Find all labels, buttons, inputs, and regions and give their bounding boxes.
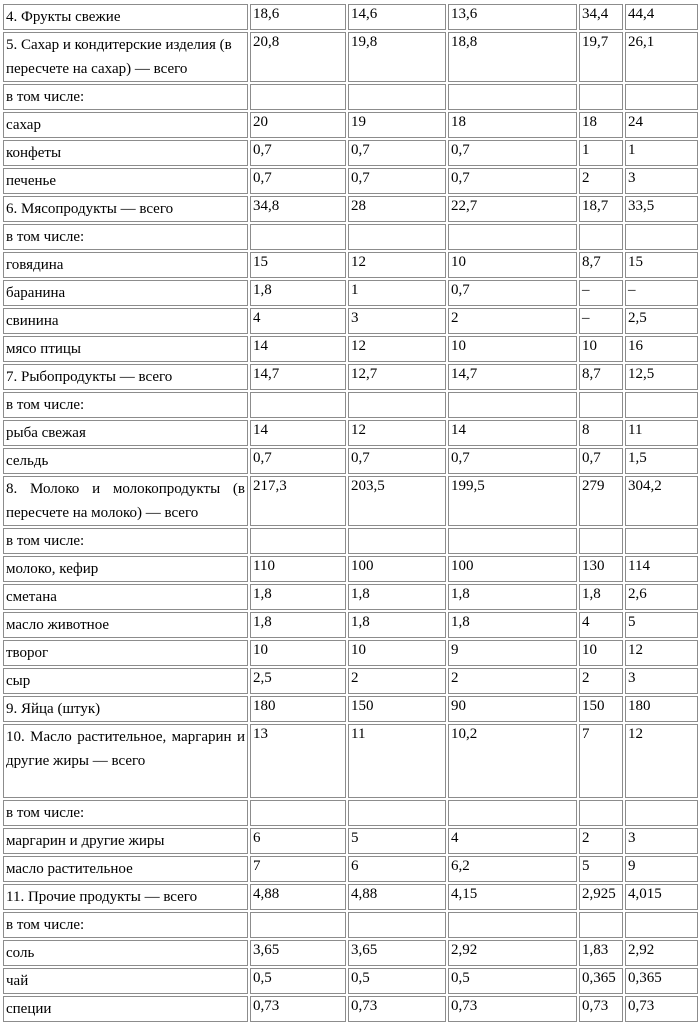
value-cell: 22,7 <box>448 196 577 222</box>
value-cell: 10 <box>250 640 346 666</box>
value-cell: 0,7 <box>448 140 577 166</box>
table-row <box>3 528 698 554</box>
value-cell <box>448 224 577 250</box>
value-cell: 34,8 <box>250 196 346 222</box>
table-row <box>3 476 698 526</box>
value-cell: 150 <box>579 696 623 722</box>
value-cell: 0,7 <box>348 448 446 474</box>
row-label: специи <box>3 996 248 1022</box>
value-cell <box>250 800 346 826</box>
value-cell: 6 <box>348 856 446 882</box>
value-cell: 0,7 <box>448 448 577 474</box>
row-label: 4. Фрукты свежие <box>3 4 248 30</box>
value-cell: 0,5 <box>448 968 577 994</box>
value-cell: 0,73 <box>579 996 623 1022</box>
row-label: баранина <box>3 280 248 306</box>
table-row <box>3 696 698 722</box>
value-cell: 11 <box>625 420 698 446</box>
row-label: сыр <box>3 668 248 694</box>
table-row <box>3 884 698 910</box>
value-cell: 0,365 <box>579 968 623 994</box>
value-cell <box>348 224 446 250</box>
value-cell: 4,88 <box>348 884 446 910</box>
row-label: конфеты <box>3 140 248 166</box>
value-cell: 1 <box>579 140 623 166</box>
row-label: печенье <box>3 168 248 194</box>
value-cell: 12,5 <box>625 364 698 390</box>
row-label: 11. Прочие продукты — всего <box>3 884 248 910</box>
value-cell: – <box>579 308 623 334</box>
value-cell: 217,3 <box>250 476 346 526</box>
value-cell: 2,925 <box>579 884 623 910</box>
value-cell <box>250 224 346 250</box>
value-cell <box>579 528 623 554</box>
value-cell: 5 <box>348 828 446 854</box>
table-row <box>3 556 698 582</box>
value-cell: 19,8 <box>348 32 446 82</box>
table-row <box>3 668 698 694</box>
value-cell: 1 <box>625 140 698 166</box>
value-cell: 3 <box>625 668 698 694</box>
row-label: 5. Сахар и кондитерские изделия (в пересчете на сахар) — всего <box>3 32 248 82</box>
value-cell: 5 <box>579 856 623 882</box>
value-cell: 10 <box>448 336 577 362</box>
value-cell: 0,7 <box>348 140 446 166</box>
value-cell: 13 <box>250 724 346 798</box>
row-label: 10. Масло растительное, маргарин и другие жиры — всего <box>3 724 248 798</box>
table-row <box>3 392 698 418</box>
value-cell: 3 <box>625 828 698 854</box>
value-cell: 1,8 <box>348 584 446 610</box>
row-label: сахар <box>3 112 248 138</box>
value-cell: 1 <box>348 280 446 306</box>
value-cell: 4,015 <box>625 884 698 910</box>
value-cell <box>448 800 577 826</box>
value-cell: 0,73 <box>625 996 698 1022</box>
value-cell: 2,5 <box>250 668 346 694</box>
value-cell: 0,365 <box>625 968 698 994</box>
value-cell: 10 <box>348 640 446 666</box>
value-cell: 0,73 <box>250 996 346 1022</box>
table-row <box>3 856 698 882</box>
value-cell: 279 <box>579 476 623 526</box>
value-cell: 0,7 <box>448 280 577 306</box>
value-cell: 9 <box>625 856 698 882</box>
value-cell: 18 <box>579 112 623 138</box>
value-cell: 44,4 <box>625 4 698 30</box>
value-cell: 1,5 <box>625 448 698 474</box>
value-cell: 10 <box>579 640 623 666</box>
value-cell: 9 <box>448 640 577 666</box>
value-cell: 0,73 <box>348 996 446 1022</box>
value-cell <box>625 392 698 418</box>
value-cell: 0,7 <box>348 168 446 194</box>
row-label: чай <box>3 968 248 994</box>
value-cell: 0,5 <box>250 968 346 994</box>
value-cell: 8,7 <box>579 364 623 390</box>
row-label: молоко, кефир <box>3 556 248 582</box>
value-cell: 28 <box>348 196 446 222</box>
value-cell: 12 <box>625 640 698 666</box>
value-cell: 1,8 <box>348 612 446 638</box>
value-cell: 4 <box>448 828 577 854</box>
value-cell: 8 <box>579 420 623 446</box>
value-cell: 130 <box>579 556 623 582</box>
value-cell <box>579 224 623 250</box>
food-norms-table <box>1 2 700 1024</box>
table-row <box>3 196 698 222</box>
value-cell <box>250 392 346 418</box>
value-cell <box>250 912 346 938</box>
value-cell: 12,7 <box>348 364 446 390</box>
value-cell: 2,92 <box>448 940 577 966</box>
value-cell <box>348 800 446 826</box>
value-cell: 14 <box>250 420 346 446</box>
value-cell: 7 <box>579 724 623 798</box>
value-cell: 0,7 <box>250 168 346 194</box>
table-row <box>3 308 698 334</box>
row-label: масло растительное <box>3 856 248 882</box>
value-cell: 1,8 <box>579 584 623 610</box>
value-cell: 3,65 <box>250 940 346 966</box>
value-cell: 18,8 <box>448 32 577 82</box>
row-label: масло животное <box>3 612 248 638</box>
value-cell <box>348 392 446 418</box>
value-cell: 10 <box>579 336 623 362</box>
value-cell: 4 <box>250 308 346 334</box>
value-cell: 19 <box>348 112 446 138</box>
value-cell: 1,8 <box>250 612 346 638</box>
row-label: в том числе: <box>3 800 248 826</box>
value-cell <box>348 84 446 110</box>
value-cell: 0,73 <box>448 996 577 1022</box>
value-cell: 14,6 <box>348 4 446 30</box>
value-cell: 0,7 <box>250 448 346 474</box>
value-cell: 2,6 <box>625 584 698 610</box>
value-cell: 12 <box>625 724 698 798</box>
value-cell: 12 <box>348 336 446 362</box>
value-cell: 20,8 <box>250 32 346 82</box>
value-cell: 14 <box>448 420 577 446</box>
value-cell: 18,6 <box>250 4 346 30</box>
value-cell: 15 <box>625 252 698 278</box>
value-cell: – <box>625 280 698 306</box>
value-cell: 10,2 <box>448 724 577 798</box>
table-row <box>3 912 698 938</box>
value-cell: 8,7 <box>579 252 623 278</box>
table-row <box>3 996 698 1022</box>
value-cell: 3 <box>625 168 698 194</box>
value-cell: 110 <box>250 556 346 582</box>
value-cell: 2,5 <box>625 308 698 334</box>
value-cell: 1,8 <box>250 280 346 306</box>
table-row <box>3 32 698 82</box>
value-cell: 16 <box>625 336 698 362</box>
row-label: в том числе: <box>3 392 248 418</box>
value-cell <box>348 912 446 938</box>
value-cell: 304,2 <box>625 476 698 526</box>
value-cell: 90 <box>448 696 577 722</box>
row-label: 7. Рыбопродукты — всего <box>3 364 248 390</box>
table-row <box>3 800 698 826</box>
value-cell: 2 <box>348 668 446 694</box>
table-row <box>3 280 698 306</box>
value-cell <box>250 528 346 554</box>
value-cell <box>348 528 446 554</box>
table-row <box>3 940 698 966</box>
row-label: говядина <box>3 252 248 278</box>
value-cell: 19,7 <box>579 32 623 82</box>
value-cell: – <box>579 280 623 306</box>
table-row <box>3 968 698 994</box>
value-cell: 26,1 <box>625 32 698 82</box>
row-label: мясо птицы <box>3 336 248 362</box>
value-cell: 150 <box>348 696 446 722</box>
row-label: сельдь <box>3 448 248 474</box>
table-row <box>3 140 698 166</box>
value-cell <box>579 912 623 938</box>
value-cell: 34,4 <box>579 4 623 30</box>
value-cell: 6,2 <box>448 856 577 882</box>
value-cell: 33,5 <box>625 196 698 222</box>
value-cell: 100 <box>448 556 577 582</box>
value-cell: 2 <box>579 668 623 694</box>
value-cell: 1,83 <box>579 940 623 966</box>
value-cell <box>625 800 698 826</box>
table-row <box>3 168 698 194</box>
row-label: 6. Мясопродукты — всего <box>3 196 248 222</box>
value-cell <box>448 392 577 418</box>
value-cell: 13,6 <box>448 4 577 30</box>
value-cell: 1,8 <box>448 584 577 610</box>
value-cell <box>448 912 577 938</box>
value-cell: 4,15 <box>448 884 577 910</box>
value-cell <box>579 84 623 110</box>
table-row <box>3 828 698 854</box>
row-label: маргарин и другие жиры <box>3 828 248 854</box>
value-cell: 0,7 <box>448 168 577 194</box>
row-label: 9. Яйца (штук) <box>3 696 248 722</box>
table-row <box>3 336 698 362</box>
table-row <box>3 84 698 110</box>
value-cell: 12 <box>348 252 446 278</box>
value-cell: 100 <box>348 556 446 582</box>
value-cell: 18,7 <box>579 196 623 222</box>
row-label: в том числе: <box>3 912 248 938</box>
value-cell: 199,5 <box>448 476 577 526</box>
value-cell: 114 <box>625 556 698 582</box>
table-row <box>3 584 698 610</box>
table-body <box>3 4 698 1022</box>
value-cell: 2 <box>579 168 623 194</box>
value-cell: 6 <box>250 828 346 854</box>
value-cell <box>625 224 698 250</box>
table-row <box>3 448 698 474</box>
value-cell: 14,7 <box>250 364 346 390</box>
value-cell: 14 <box>250 336 346 362</box>
value-cell: 15 <box>250 252 346 278</box>
row-label: сметана <box>3 584 248 610</box>
row-label: в том числе: <box>3 224 248 250</box>
value-cell: 3,65 <box>348 940 446 966</box>
row-label: в том числе: <box>3 528 248 554</box>
table-row <box>3 612 698 638</box>
table-row <box>3 224 698 250</box>
value-cell: 1,8 <box>448 612 577 638</box>
table-row <box>3 640 698 666</box>
value-cell: 0,5 <box>348 968 446 994</box>
value-cell <box>625 84 698 110</box>
value-cell <box>250 84 346 110</box>
value-cell <box>448 84 577 110</box>
row-label: рыба свежая <box>3 420 248 446</box>
row-label: свинина <box>3 308 248 334</box>
value-cell: 7 <box>250 856 346 882</box>
value-cell: 2 <box>448 308 577 334</box>
table-row <box>3 112 698 138</box>
value-cell: 2,92 <box>625 940 698 966</box>
row-label: 8. Молоко и молокопродукты (в пересчете на молоко) — всего <box>3 476 248 526</box>
value-cell <box>579 800 623 826</box>
value-cell <box>625 912 698 938</box>
table-row <box>3 252 698 278</box>
value-cell: 14,7 <box>448 364 577 390</box>
row-label: соль <box>3 940 248 966</box>
row-label: творог <box>3 640 248 666</box>
value-cell: 11 <box>348 724 446 798</box>
value-cell: 10 <box>448 252 577 278</box>
value-cell: 24 <box>625 112 698 138</box>
value-cell: 2 <box>579 828 623 854</box>
value-cell: 20 <box>250 112 346 138</box>
value-cell <box>448 528 577 554</box>
table-row <box>3 364 698 390</box>
value-cell: 0,7 <box>579 448 623 474</box>
value-cell: 203,5 <box>348 476 446 526</box>
row-label: в том числе: <box>3 84 248 110</box>
value-cell: 180 <box>250 696 346 722</box>
value-cell: 12 <box>348 420 446 446</box>
value-cell: 5 <box>625 612 698 638</box>
value-cell: 2 <box>448 668 577 694</box>
value-cell: 0,7 <box>250 140 346 166</box>
table-row <box>3 724 698 798</box>
table-row <box>3 420 698 446</box>
value-cell <box>579 392 623 418</box>
value-cell <box>625 528 698 554</box>
value-cell: 1,8 <box>250 584 346 610</box>
value-cell: 18 <box>448 112 577 138</box>
value-cell: 4 <box>579 612 623 638</box>
table-row <box>3 4 698 30</box>
value-cell: 3 <box>348 308 446 334</box>
value-cell: 180 <box>625 696 698 722</box>
value-cell: 4,88 <box>250 884 346 910</box>
